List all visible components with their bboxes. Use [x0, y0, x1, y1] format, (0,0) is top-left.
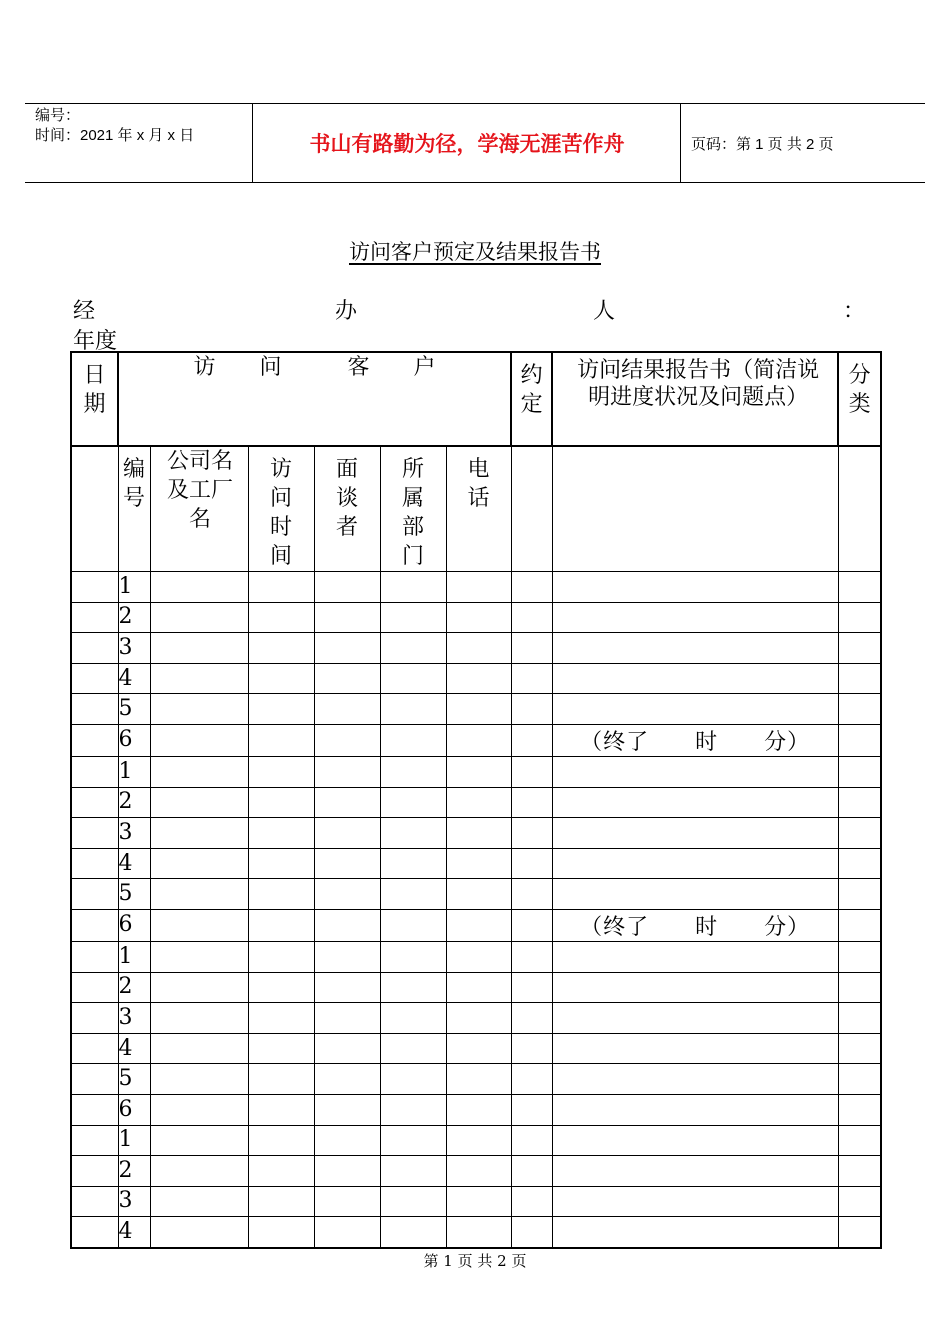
appointment-header: [511, 352, 552, 446]
date-cell: [71, 941, 118, 972]
interviewee-cell: [314, 879, 380, 910]
company-cell: [150, 572, 248, 603]
phone-header: [446, 446, 511, 572]
report-table: [70, 351, 882, 1249]
appointment-cell: [511, 1094, 552, 1125]
category-cell: [838, 602, 881, 633]
table-row: [71, 572, 881, 603]
visit-time-cell: [248, 1003, 314, 1034]
handler-char-3: 人: [593, 299, 616, 324]
handler-char-1: 经: [73, 299, 96, 324]
department-cell: [380, 1156, 446, 1187]
visit-time-cell: [248, 1125, 314, 1156]
number-cell: 2: [118, 602, 150, 633]
phone-cell: [446, 1064, 511, 1095]
appointment-subcell: [511, 446, 552, 572]
interviewee-cell: [314, 1033, 380, 1064]
result-cell: [552, 1186, 838, 1217]
phone-cell: [446, 1033, 511, 1064]
date-cell: [71, 909, 118, 941]
department-cell: [380, 602, 446, 633]
date-cell: [71, 787, 118, 818]
company-cell: [150, 848, 248, 879]
table-row: [71, 756, 881, 787]
visit-time-header-text: 访问时间: [269, 457, 292, 569]
appointment-cell: [511, 972, 552, 1003]
visit-time-cell: [248, 572, 314, 603]
company-cell: [150, 1186, 248, 1217]
number-cell: 5: [118, 879, 150, 910]
table-row: [71, 1217, 881, 1248]
phone-cell: [446, 941, 511, 972]
phone-cell: [446, 602, 511, 633]
date-cell: [71, 972, 118, 1003]
visit-time-cell: [248, 602, 314, 633]
result-cell: [552, 694, 838, 725]
date-cell: [71, 848, 118, 879]
number-cell: 3: [118, 633, 150, 664]
interviewee-cell: [314, 1094, 380, 1125]
result-header-text: 访问结果报告书（简洁说明进度状况及问题点）: [577, 358, 820, 410]
number-cell: 2: [118, 787, 150, 818]
page-header: [25, 103, 925, 183]
table-row: [71, 663, 881, 694]
number-cell: 4: [118, 1217, 150, 1248]
table-row: [71, 1125, 881, 1156]
category-cell: [838, 787, 881, 818]
visit-time-cell: [248, 818, 314, 849]
company-cell: [150, 694, 248, 725]
table-row: [71, 724, 881, 756]
result-cell: [552, 941, 838, 972]
table-row: [71, 1156, 881, 1187]
company-cell: [150, 818, 248, 849]
appointment-cell: [511, 909, 552, 941]
interviewee-header: [314, 446, 380, 572]
document-title: [0, 236, 950, 266]
interviewee-cell: [314, 694, 380, 725]
category-cell: [838, 879, 881, 910]
phone-cell: [446, 694, 511, 725]
table-row: [71, 1003, 881, 1034]
table-row: [71, 1186, 881, 1217]
phone-cell: [446, 909, 511, 941]
visit-time-cell: [248, 972, 314, 1003]
visit-time-cell: [248, 1064, 314, 1095]
result-cell: [552, 633, 838, 664]
category-cell: [838, 1064, 881, 1095]
company-cell: [150, 1156, 248, 1187]
department-cell: [380, 633, 446, 664]
company-cell: [150, 602, 248, 633]
header-motto: 书山有路勤为径，学海无涯苦作舟: [254, 104, 681, 182]
date-cell: [71, 1003, 118, 1034]
appointment-cell: [511, 694, 552, 725]
company-cell: [150, 1064, 248, 1095]
table-row: [71, 694, 881, 725]
department-cell: [380, 909, 446, 941]
visit-time-cell: [248, 787, 314, 818]
category-cell: [838, 1125, 881, 1156]
subheader-row: [71, 446, 881, 572]
result-cell: （终了 时 分）: [552, 724, 838, 756]
appointment-header-text: 约定: [520, 363, 543, 417]
department-cell: [380, 1217, 446, 1248]
table-row: [71, 818, 881, 849]
visit-customer-header-text: 访 问 客 户: [193, 355, 436, 380]
table-row: [71, 972, 881, 1003]
date-cell: [71, 756, 118, 787]
category-cell: [838, 1186, 881, 1217]
interviewee-cell: [314, 1186, 380, 1217]
handler-char-2: 办: [335, 299, 358, 324]
phone-cell: [446, 1186, 511, 1217]
visit-time-cell: [248, 633, 314, 664]
visit-time-cell: [248, 1156, 314, 1187]
table-row: [71, 848, 881, 879]
interviewee-cell: [314, 848, 380, 879]
number-cell: 3: [118, 818, 150, 849]
interviewee-cell: [314, 572, 380, 603]
date-cell: [71, 633, 118, 664]
header-meta: [25, 104, 253, 182]
visit-time-cell: [248, 1217, 314, 1248]
result-cell: [552, 848, 838, 879]
phone-cell: [446, 724, 511, 756]
document-title-text: 访问客户预定及结果报告书: [349, 240, 601, 264]
category-cell: [838, 1156, 881, 1187]
result-cell: [552, 879, 838, 910]
phone-cell: [446, 663, 511, 694]
date-cell: [71, 663, 118, 694]
interviewee-cell: [314, 1217, 380, 1248]
appointment-cell: [511, 818, 552, 849]
department-cell: [380, 818, 446, 849]
handler-char-4: ：: [843, 299, 866, 324]
appointment-cell: [511, 602, 552, 633]
phone-cell: [446, 879, 511, 910]
year-label: 年度: [73, 329, 118, 354]
category-subcell: [838, 446, 881, 572]
phone-cell: [446, 818, 511, 849]
company-cell: [150, 663, 248, 694]
company-header-text: 公司名及工厂名: [166, 449, 233, 532]
department-cell: [380, 1186, 446, 1217]
department-cell: [380, 1033, 446, 1064]
table-row: [71, 1033, 881, 1064]
visit-time-cell: [248, 1094, 314, 1125]
phone-cell: [446, 1003, 511, 1034]
appointment-cell: [511, 1064, 552, 1095]
result-cell: [552, 818, 838, 849]
department-cell: [380, 941, 446, 972]
date-subcell: [71, 446, 118, 572]
date-cell: [71, 879, 118, 910]
department-cell: [380, 1003, 446, 1034]
interviewee-cell: [314, 633, 380, 664]
number-cell: 5: [118, 1064, 150, 1095]
department-header: [380, 446, 446, 572]
category-cell: [838, 633, 881, 664]
table-row: [71, 602, 881, 633]
category-cell: [838, 1033, 881, 1064]
number-cell: 2: [118, 972, 150, 1003]
appointment-cell: [511, 1156, 552, 1187]
result-cell: [552, 602, 838, 633]
result-cell: [552, 1156, 838, 1187]
visit-time-cell: [248, 756, 314, 787]
visit-time-cell: [248, 879, 314, 910]
appointment-cell: [511, 633, 552, 664]
department-cell: [380, 1125, 446, 1156]
company-cell: [150, 941, 248, 972]
company-cell: [150, 724, 248, 756]
company-cell: [150, 1094, 248, 1125]
date-cell: [71, 1064, 118, 1095]
department-cell: [380, 663, 446, 694]
appointment-cell: [511, 1033, 552, 1064]
appointment-cell: [511, 724, 552, 756]
department-cell: [380, 724, 446, 756]
number-header: [118, 446, 150, 572]
date-cell: [71, 572, 118, 603]
department-header-text: 所属部门: [401, 457, 424, 569]
number-cell: 6: [118, 724, 150, 756]
result-cell: [552, 787, 838, 818]
company-cell: [150, 972, 248, 1003]
category-cell: [838, 724, 881, 756]
date-cell: [71, 1125, 118, 1156]
interviewee-cell: [314, 1003, 380, 1034]
department-cell: [380, 1094, 446, 1125]
appointment-cell: [511, 1217, 552, 1248]
category-cell: [838, 1094, 881, 1125]
page-footer: 第 1 页 共 2 页: [423, 1252, 527, 1270]
header-page-info: 页码：第 1 页 共 2 页: [691, 135, 834, 153]
result-header: [552, 352, 838, 446]
visit-time-cell: [248, 663, 314, 694]
appointment-cell: [511, 1003, 552, 1034]
category-cell: [838, 848, 881, 879]
table-row: [71, 1094, 881, 1125]
visit-time-cell: [248, 1033, 314, 1064]
table-row: [71, 1064, 881, 1095]
department-cell: [380, 694, 446, 725]
department-cell: [380, 972, 446, 1003]
company-cell: [150, 1217, 248, 1248]
phone-cell: [446, 972, 511, 1003]
company-cell: [150, 1033, 248, 1064]
number-header-text: 编号: [122, 457, 145, 511]
date-cell: [71, 1217, 118, 1248]
category-cell: [838, 694, 881, 725]
number-cell: 1: [118, 941, 150, 972]
company-cell: [150, 756, 248, 787]
appointment-cell: [511, 756, 552, 787]
result-cell: [552, 1064, 838, 1095]
interviewee-cell: [314, 972, 380, 1003]
result-cell: [552, 1125, 838, 1156]
number-cell: 6: [118, 1094, 150, 1125]
category-cell: [838, 663, 881, 694]
date-cell: [71, 694, 118, 725]
visit-time-header: [248, 446, 314, 572]
table-row: [71, 879, 881, 910]
table-row: [71, 941, 881, 972]
category-cell: [838, 909, 881, 941]
company-cell: [150, 909, 248, 941]
category-cell: [838, 756, 881, 787]
visit-time-cell: [248, 694, 314, 725]
date-header-text: 日期: [83, 363, 106, 417]
interviewee-cell: [314, 1156, 380, 1187]
date-cell: [71, 602, 118, 633]
visit-time-cell: [248, 724, 314, 756]
department-cell: [380, 756, 446, 787]
phone-header-text: 电话: [467, 457, 490, 511]
number-cell: 3: [118, 1186, 150, 1217]
appointment-cell: [511, 787, 552, 818]
appointment-cell: [511, 941, 552, 972]
company-cell: [150, 787, 248, 818]
number-cell: 4: [118, 663, 150, 694]
result-cell: [552, 756, 838, 787]
result-cell: [552, 1217, 838, 1248]
phone-cell: [446, 787, 511, 818]
interviewee-header-text: 面谈者: [335, 457, 358, 540]
department-cell: [380, 572, 446, 603]
appointment-cell: [511, 1186, 552, 1217]
number-cell: 3: [118, 1003, 150, 1034]
result-cell: [552, 1003, 838, 1034]
number-cell: 5: [118, 694, 150, 725]
phone-cell: [446, 1125, 511, 1156]
header-row: [71, 352, 881, 446]
result-subcell: [552, 446, 838, 572]
interviewee-cell: [314, 909, 380, 941]
date-cell: [71, 1033, 118, 1064]
phone-cell: [446, 848, 511, 879]
result-cell: [552, 1094, 838, 1125]
department-cell: [380, 879, 446, 910]
number-cell: 2: [118, 1156, 150, 1187]
phone-cell: [446, 1217, 511, 1248]
phone-cell: [446, 1094, 511, 1125]
interviewee-cell: [314, 1125, 380, 1156]
visit-customer-header: [118, 352, 511, 446]
company-cell: [150, 879, 248, 910]
department-cell: [380, 1064, 446, 1095]
interviewee-cell: [314, 724, 380, 756]
result-cell: [552, 572, 838, 603]
category-cell: [838, 941, 881, 972]
document-time: 时间：2021 年 x 月 x 日: [35, 127, 195, 144]
appointment-cell: [511, 1125, 552, 1156]
result-cell: [552, 663, 838, 694]
department-cell: [380, 787, 446, 818]
phone-cell: [446, 572, 511, 603]
company-cell: [150, 1003, 248, 1034]
number-cell: 6: [118, 909, 150, 941]
date-cell: [71, 724, 118, 756]
category-header-text: 分类: [848, 363, 871, 417]
appointment-cell: [511, 663, 552, 694]
interviewee-cell: [314, 663, 380, 694]
category-cell: [838, 818, 881, 849]
table-row: [71, 787, 881, 818]
date-cell: [71, 1186, 118, 1217]
appointment-cell: [511, 879, 552, 910]
date-cell: [71, 1156, 118, 1187]
company-cell: [150, 633, 248, 664]
table-row: [71, 909, 881, 941]
number-cell: 4: [118, 1033, 150, 1064]
date-header: [71, 352, 118, 446]
visit-time-cell: [248, 1186, 314, 1217]
result-cell: [552, 972, 838, 1003]
phone-cell: [446, 633, 511, 664]
interviewee-cell: [314, 1064, 380, 1095]
date-cell: [71, 818, 118, 849]
category-cell: [838, 1217, 881, 1248]
category-cell: [838, 1003, 881, 1034]
result-cell: [552, 1033, 838, 1064]
interviewee-cell: [314, 941, 380, 972]
number-cell: 1: [118, 572, 150, 603]
document-number-label: 编号：: [35, 107, 81, 124]
visit-time-cell: [248, 909, 314, 941]
table-row: [71, 633, 881, 664]
phone-cell: [446, 756, 511, 787]
number-cell: 4: [118, 848, 150, 879]
category-cell: [838, 972, 881, 1003]
phone-cell: [446, 1156, 511, 1187]
number-cell: 1: [118, 756, 150, 787]
interviewee-cell: [314, 602, 380, 633]
category-header: [838, 352, 881, 446]
interviewee-cell: [314, 756, 380, 787]
interviewee-cell: [314, 818, 380, 849]
number-cell: 1: [118, 1125, 150, 1156]
company-header: [150, 446, 248, 572]
appointment-cell: [511, 572, 552, 603]
company-cell: [150, 1125, 248, 1156]
category-cell: [838, 572, 881, 603]
result-cell: （终了 时 分）: [552, 909, 838, 941]
date-cell: [71, 1094, 118, 1125]
interviewee-cell: [314, 787, 380, 818]
department-cell: [380, 848, 446, 879]
appointment-cell: [511, 848, 552, 879]
visit-time-cell: [248, 848, 314, 879]
visit-time-cell: [248, 941, 314, 972]
